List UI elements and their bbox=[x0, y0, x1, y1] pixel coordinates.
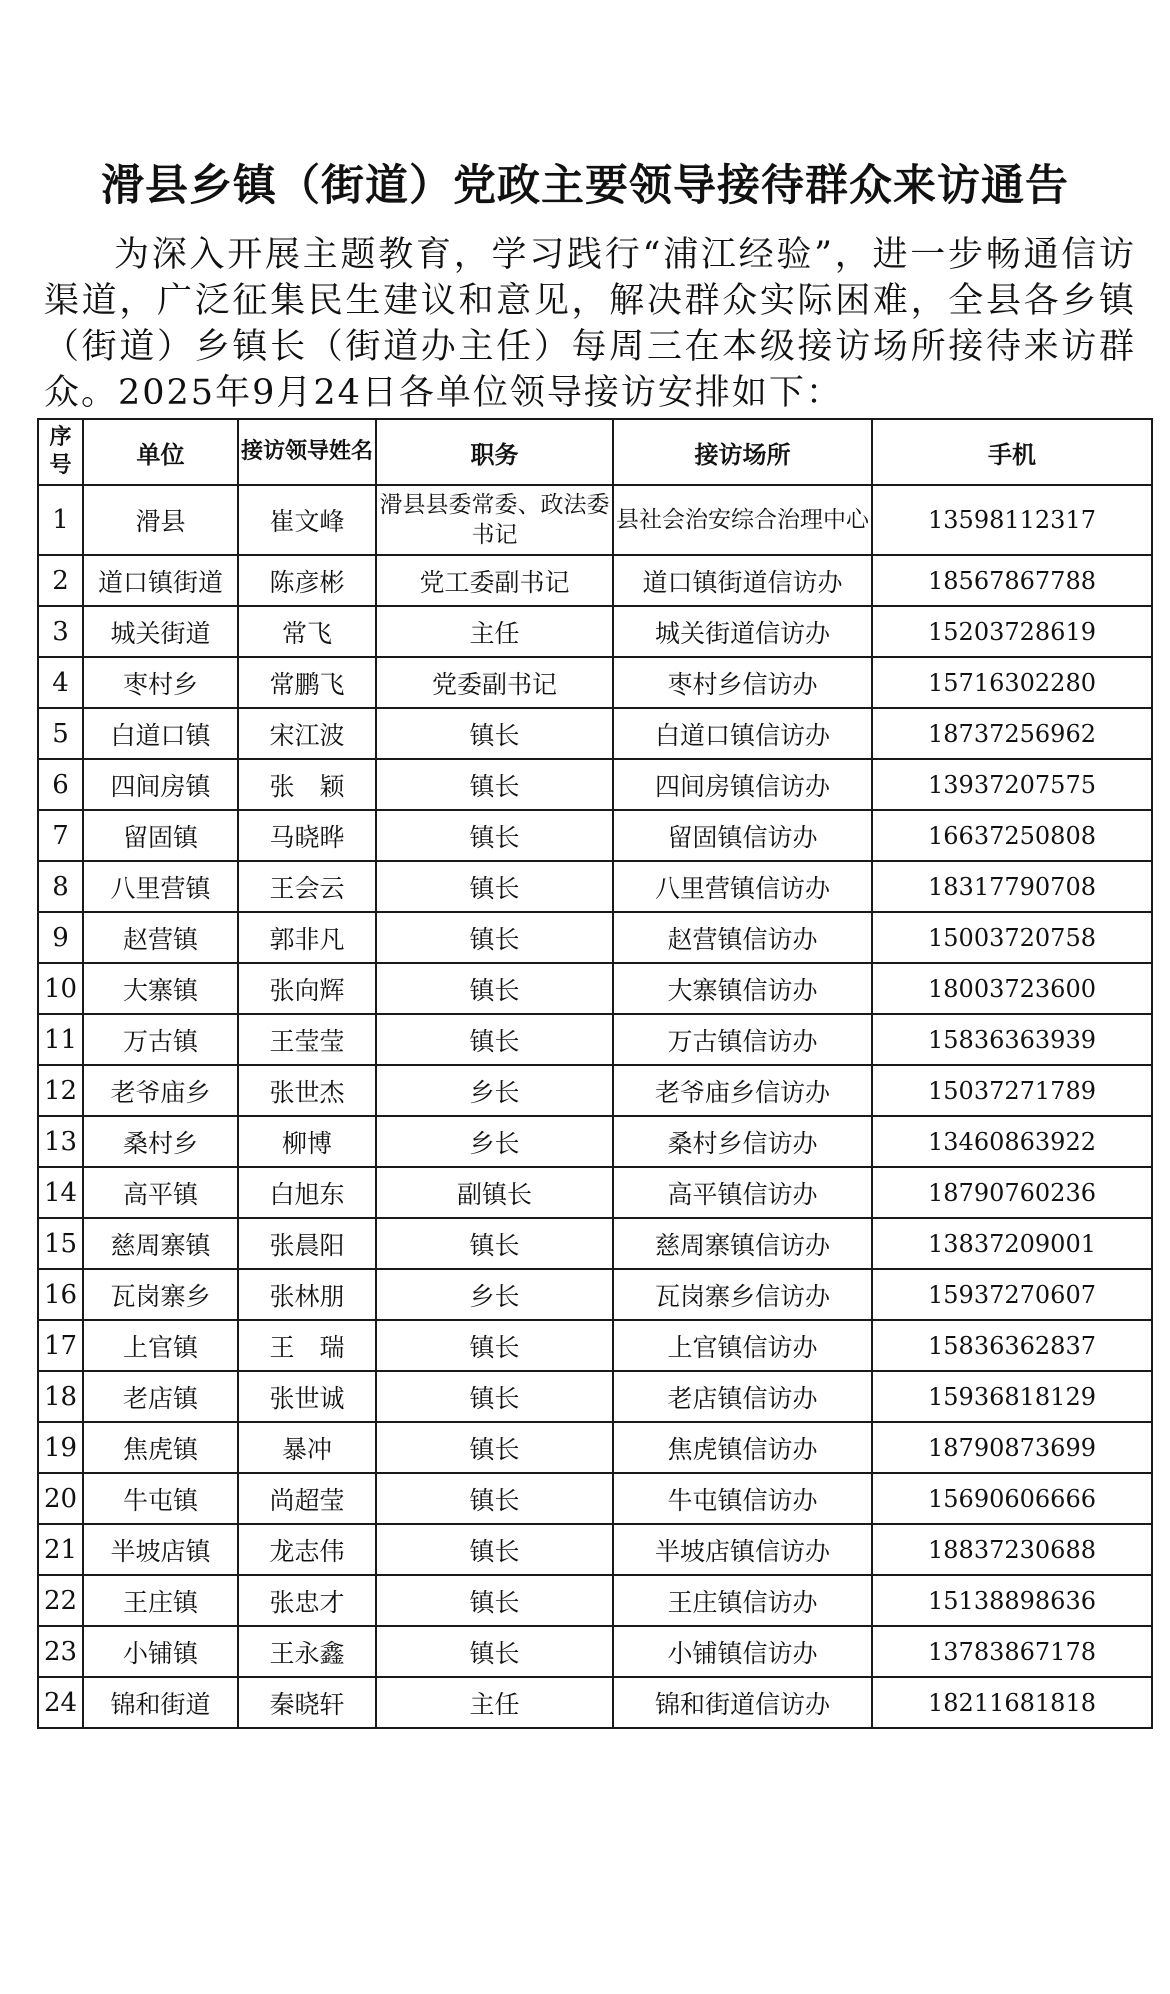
table-row bbox=[38, 912, 1152, 963]
cell-location: 大寨镇信访办 bbox=[613, 963, 872, 1014]
cell-location: 牛屯镇信访办 bbox=[613, 1473, 872, 1524]
cell-index: 18 bbox=[38, 1371, 83, 1422]
cell-position: 镇长 bbox=[376, 1218, 613, 1269]
cell-phone: 15203728619 bbox=[872, 606, 1152, 657]
cell-leader-name: 张世杰 bbox=[238, 1065, 376, 1116]
cell-index: 17 bbox=[38, 1320, 83, 1371]
cell-unit: 王庄镇 bbox=[83, 1575, 238, 1626]
notice-title: 滑县乡镇（街道）党政主要领导接待群众来访通告 bbox=[101, 161, 1069, 211]
cell-position: 滑县县委常委、政法委书记 bbox=[376, 485, 613, 555]
cell-location: 桑村乡信访办 bbox=[613, 1116, 872, 1167]
cell-leader-name: 柳博 bbox=[238, 1116, 376, 1167]
cell-location: 锦和街道信访办 bbox=[613, 1677, 872, 1728]
cell-unit: 老爷庙乡 bbox=[83, 1065, 238, 1116]
cell-index: 13 bbox=[38, 1116, 83, 1167]
cell-phone: 15003720758 bbox=[872, 912, 1152, 963]
table-row bbox=[38, 606, 1152, 657]
cell-phone: 15716302280 bbox=[872, 657, 1152, 708]
cell-phone: 15836362837 bbox=[872, 1320, 1152, 1371]
cell-unit: 万古镇 bbox=[83, 1014, 238, 1065]
cell-leader-name: 尚超莹 bbox=[238, 1473, 376, 1524]
cell-position: 镇长 bbox=[376, 1575, 613, 1626]
table-row bbox=[38, 657, 1152, 708]
cell-phone: 18790760236 bbox=[872, 1167, 1152, 1218]
cell-unit: 老店镇 bbox=[83, 1371, 238, 1422]
cell-index: 14 bbox=[38, 1167, 83, 1218]
cell-phone: 15138898636 bbox=[872, 1575, 1152, 1626]
cell-leader-name: 秦晓轩 bbox=[238, 1677, 376, 1728]
cell-unit: 留固镇 bbox=[83, 810, 238, 861]
cell-phone: 18317790708 bbox=[872, 861, 1152, 912]
cell-index: 5 bbox=[38, 708, 83, 759]
cell-unit: 城关街道 bbox=[83, 606, 238, 657]
cell-leader-name: 常鹏飞 bbox=[238, 657, 376, 708]
cell-leader-name: 马晓晔 bbox=[238, 810, 376, 861]
cell-index: 19 bbox=[38, 1422, 83, 1473]
cell-location: 留固镇信访办 bbox=[613, 810, 872, 861]
cell-position: 主任 bbox=[376, 606, 613, 657]
cell-location: 瓦岗寨乡信访办 bbox=[613, 1269, 872, 1320]
cell-location: 四间房镇信访办 bbox=[613, 759, 872, 810]
cell-unit: 四间房镇 bbox=[83, 759, 238, 810]
cell-position: 乡长 bbox=[376, 1269, 613, 1320]
cell-unit: 慈周寨镇 bbox=[83, 1218, 238, 1269]
table-row bbox=[38, 963, 1152, 1014]
cell-leader-name: 龙志伟 bbox=[238, 1524, 376, 1575]
header-leader-name: 接访领导姓名 bbox=[238, 419, 376, 485]
cell-leader-name: 张忠才 bbox=[238, 1575, 376, 1626]
table-header-row bbox=[38, 419, 1152, 485]
cell-index: 12 bbox=[38, 1065, 83, 1116]
cell-position: 副镇长 bbox=[376, 1167, 613, 1218]
header-phone: 手机 bbox=[872, 419, 1152, 485]
cell-position: 镇长 bbox=[376, 810, 613, 861]
cell-index: 7 bbox=[38, 810, 83, 861]
header-unit: 单位 bbox=[83, 419, 238, 485]
cell-index: 20 bbox=[38, 1473, 83, 1524]
cell-phone: 13598112317 bbox=[872, 485, 1152, 555]
table-row bbox=[38, 1269, 1152, 1320]
cell-leader-name: 白旭东 bbox=[238, 1167, 376, 1218]
header-location: 接访场所 bbox=[613, 419, 872, 485]
table-row bbox=[38, 1320, 1152, 1371]
cell-leader-name: 陈彦彬 bbox=[238, 555, 376, 606]
table-row bbox=[38, 1371, 1152, 1422]
notice-intro: 为深入开展主题教育，学习践行“浦江经验”，进一步畅通信访渠道，广泛征集民生建议和意见，解决群众实际困难，全县各乡镇（街道）乡镇长（街道办主任）每周三在本级接访场所接待来访群众。2025年9月24日各单位领导接访安排如下： bbox=[44, 235, 1136, 413]
cell-leader-name: 张 颖 bbox=[238, 759, 376, 810]
cell-index: 10 bbox=[38, 963, 83, 1014]
table-row bbox=[38, 1218, 1152, 1269]
cell-location: 城关街道信访办 bbox=[613, 606, 872, 657]
cell-index: 15 bbox=[38, 1218, 83, 1269]
cell-phone: 15690606666 bbox=[872, 1473, 1152, 1524]
cell-unit: 小铺镇 bbox=[83, 1626, 238, 1677]
cell-unit: 锦和街道 bbox=[83, 1677, 238, 1728]
cell-index: 3 bbox=[38, 606, 83, 657]
cell-index: 6 bbox=[38, 759, 83, 810]
table-row bbox=[38, 1116, 1152, 1167]
cell-location: 焦虎镇信访办 bbox=[613, 1422, 872, 1473]
cell-phone: 13783867178 bbox=[872, 1626, 1152, 1677]
cell-position: 党委副书记 bbox=[376, 657, 613, 708]
cell-location: 白道口镇信访办 bbox=[613, 708, 872, 759]
table-row bbox=[38, 1575, 1152, 1626]
cell-unit: 赵营镇 bbox=[83, 912, 238, 963]
cell-position: 镇长 bbox=[376, 1320, 613, 1371]
cell-position: 党工委副书记 bbox=[376, 555, 613, 606]
cell-position: 主任 bbox=[376, 1677, 613, 1728]
cell-location: 王庄镇信访办 bbox=[613, 1575, 872, 1626]
cell-leader-name: 崔文峰 bbox=[238, 485, 376, 555]
cell-location: 慈周寨镇信访办 bbox=[613, 1218, 872, 1269]
cell-phone: 18737256962 bbox=[872, 708, 1152, 759]
table-row bbox=[38, 485, 1152, 555]
table-row bbox=[38, 1065, 1152, 1116]
cell-index: 4 bbox=[38, 657, 83, 708]
cell-index: 22 bbox=[38, 1575, 83, 1626]
cell-location: 半坡店镇信访办 bbox=[613, 1524, 872, 1575]
cell-leader-name: 王莹莹 bbox=[238, 1014, 376, 1065]
cell-phone: 13837209001 bbox=[872, 1218, 1152, 1269]
cell-unit: 上官镇 bbox=[83, 1320, 238, 1371]
cell-position: 乡长 bbox=[376, 1065, 613, 1116]
cell-index: 23 bbox=[38, 1626, 83, 1677]
cell-leader-name: 宋江波 bbox=[238, 708, 376, 759]
cell-leader-name: 王永鑫 bbox=[238, 1626, 376, 1677]
cell-position: 镇长 bbox=[376, 1014, 613, 1065]
cell-index: 11 bbox=[38, 1014, 83, 1065]
cell-location: 八里营镇信访办 bbox=[613, 861, 872, 912]
cell-phone: 15936818129 bbox=[872, 1371, 1152, 1422]
cell-location: 小铺镇信访办 bbox=[613, 1626, 872, 1677]
cell-phone: 18790873699 bbox=[872, 1422, 1152, 1473]
cell-position: 镇长 bbox=[376, 1473, 613, 1524]
cell-leader-name: 张林朋 bbox=[238, 1269, 376, 1320]
cell-location: 老爷庙乡信访办 bbox=[613, 1065, 872, 1116]
cell-unit: 滑县 bbox=[83, 485, 238, 555]
cell-position: 镇长 bbox=[376, 1371, 613, 1422]
table-row bbox=[38, 759, 1152, 810]
cell-position: 乡长 bbox=[376, 1116, 613, 1167]
cell-index: 16 bbox=[38, 1269, 83, 1320]
cell-leader-name: 王 瑞 bbox=[238, 1320, 376, 1371]
cell-position: 镇长 bbox=[376, 708, 613, 759]
cell-index: 8 bbox=[38, 861, 83, 912]
cell-index: 21 bbox=[38, 1524, 83, 1575]
cell-phone: 16637250808 bbox=[872, 810, 1152, 861]
cell-position: 镇长 bbox=[376, 1524, 613, 1575]
cell-unit: 焦虎镇 bbox=[83, 1422, 238, 1473]
table-row bbox=[38, 861, 1152, 912]
cell-index: 2 bbox=[38, 555, 83, 606]
cell-unit: 枣村乡 bbox=[83, 657, 238, 708]
cell-leader-name: 常飞 bbox=[238, 606, 376, 657]
cell-leader-name: 张晨阳 bbox=[238, 1218, 376, 1269]
cell-position: 镇长 bbox=[376, 1626, 613, 1677]
cell-index: 1 bbox=[38, 485, 83, 555]
cell-phone: 18837230688 bbox=[872, 1524, 1152, 1575]
cell-leader-name: 张向辉 bbox=[238, 963, 376, 1014]
table-row bbox=[38, 1626, 1152, 1677]
table-row bbox=[38, 708, 1152, 759]
cell-position: 镇长 bbox=[376, 912, 613, 963]
cell-location: 上官镇信访办 bbox=[613, 1320, 872, 1371]
cell-location: 赵营镇信访办 bbox=[613, 912, 872, 963]
cell-leader-name: 暴冲 bbox=[238, 1422, 376, 1473]
table-row bbox=[38, 1167, 1152, 1218]
cell-position: 镇长 bbox=[376, 1422, 613, 1473]
cell-unit: 瓦岗寨乡 bbox=[83, 1269, 238, 1320]
table-row bbox=[38, 1677, 1152, 1728]
table-body bbox=[38, 485, 1152, 1728]
cell-position: 镇长 bbox=[376, 861, 613, 912]
cell-location: 枣村乡信访办 bbox=[613, 657, 872, 708]
cell-location: 高平镇信访办 bbox=[613, 1167, 872, 1218]
table-row bbox=[38, 810, 1152, 861]
cell-unit: 桑村乡 bbox=[83, 1116, 238, 1167]
header-index: 序号 bbox=[38, 419, 83, 485]
table-row bbox=[38, 1422, 1152, 1473]
cell-location: 县社会治安综合治理中心 bbox=[613, 485, 872, 555]
cell-unit: 牛屯镇 bbox=[83, 1473, 238, 1524]
cell-location: 道口镇街道信访办 bbox=[613, 555, 872, 606]
cell-phone: 13460863922 bbox=[872, 1116, 1152, 1167]
cell-unit: 道口镇街道 bbox=[83, 555, 238, 606]
cell-phone: 15836363939 bbox=[872, 1014, 1152, 1065]
cell-phone: 13937207575 bbox=[872, 759, 1152, 810]
cell-phone: 15937270607 bbox=[872, 1269, 1152, 1320]
cell-position: 镇长 bbox=[376, 963, 613, 1014]
table-row bbox=[38, 1473, 1152, 1524]
table-row bbox=[38, 1524, 1152, 1575]
cell-unit: 半坡店镇 bbox=[83, 1524, 238, 1575]
cell-index: 24 bbox=[38, 1677, 83, 1728]
cell-location: 万古镇信访办 bbox=[613, 1014, 872, 1065]
cell-phone: 18211681818 bbox=[872, 1677, 1152, 1728]
cell-phone: 18567867788 bbox=[872, 555, 1152, 606]
cell-index: 9 bbox=[38, 912, 83, 963]
cell-unit: 高平镇 bbox=[83, 1167, 238, 1218]
cell-unit: 八里营镇 bbox=[83, 861, 238, 912]
cell-phone: 15037271789 bbox=[872, 1065, 1152, 1116]
cell-location: 老店镇信访办 bbox=[613, 1371, 872, 1422]
cell-phone: 18003723600 bbox=[872, 963, 1152, 1014]
header-position: 职务 bbox=[376, 419, 613, 485]
cell-unit: 大寨镇 bbox=[83, 963, 238, 1014]
cell-position: 镇长 bbox=[376, 759, 613, 810]
table-row bbox=[38, 555, 1152, 606]
table-row bbox=[38, 1014, 1152, 1065]
cell-leader-name: 张世诚 bbox=[238, 1371, 376, 1422]
cell-unit: 白道口镇 bbox=[83, 708, 238, 759]
cell-leader-name: 王会云 bbox=[238, 861, 376, 912]
cell-leader-name: 郭非凡 bbox=[238, 912, 376, 963]
reception-schedule-table bbox=[37, 418, 1153, 1729]
